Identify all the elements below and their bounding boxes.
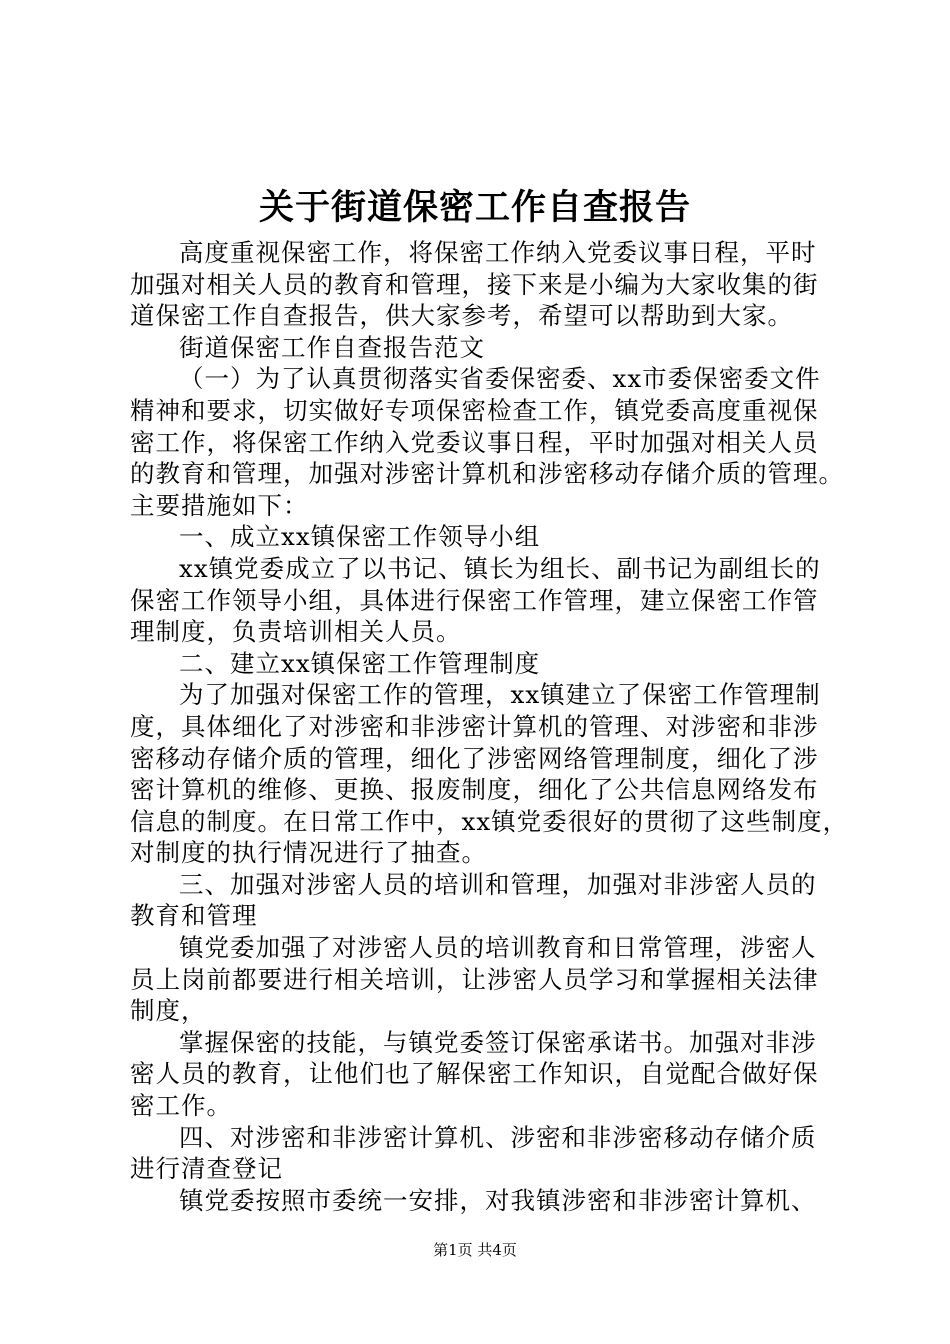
body-line: 密工作，将保密工作纳入党委议事日程，平时加强对相关人员 bbox=[130, 427, 819, 457]
body-line: 度，具体细化了对涉密和非涉密计算机的管理、对涉密和非涉 bbox=[130, 711, 819, 741]
body-line: 对制度的执行情况进行了抽查。 bbox=[130, 838, 487, 868]
body-line: 精神和要求，切实做好专项保密检查工作，镇党委高度重视保 bbox=[130, 395, 819, 425]
section-heading: 一、成立xx镇保密工作领导小组 bbox=[179, 522, 541, 552]
body-line: 密工作。 bbox=[130, 1091, 232, 1121]
body-line: 密计算机的维修、更换、报废制度，细化了公共信息网络发布 bbox=[130, 775, 819, 805]
document-title: 关于街道保密工作自查报告 bbox=[258, 187, 691, 228]
body-line: 员上岗前都要进行相关培训，让涉密人员学习和掌握相关法律 bbox=[130, 964, 819, 994]
body-line: 保密工作领导小组，具体进行保密工作管理，建立保密工作管 bbox=[130, 585, 819, 615]
body-line: 道保密工作自查报告，供大家参考，希望可以帮助到大家。 bbox=[130, 301, 793, 331]
body-line: 的教育和管理，加强对涉密计算机和涉密移动存储介质的管理。 bbox=[130, 459, 844, 489]
section-heading: 教育和管理 bbox=[130, 901, 258, 931]
body-line: xx镇党委成立了以书记、镇长为组长、副书记为副组长的 bbox=[179, 553, 821, 583]
body-line: 加强对相关人员的教育和管理，接下来是小编为大家收集的街 bbox=[130, 269, 819, 299]
body-line: （一）为了认真贯彻落实省委保密委、xx市委保密委文件 bbox=[179, 364, 821, 394]
section-heading: 三、加强对涉密人员的培训和管理，加强对非涉密人员的 bbox=[179, 869, 817, 899]
body-line: 镇党委加强了对涉密人员的培训教育和日常管理，涉密人 bbox=[179, 933, 817, 963]
body-line: 理制度，负责培训相关人员。 bbox=[130, 617, 462, 647]
body-line: 为了加强对保密工作的管理，xx镇建立了保密工作管理制 bbox=[179, 680, 821, 710]
body-line: 高度重视保密工作，将保密工作纳入党委议事日程，平时 bbox=[179, 238, 817, 267]
page-number-footer: 第1页 共4页 bbox=[433, 1241, 517, 1259]
section-heading: 街道保密工作自查报告范文 bbox=[179, 332, 485, 362]
body-line: 密移动存储介质的管理，细化了涉密网络管理制度，细化了涉 bbox=[130, 743, 819, 773]
body-line: 主要措施如下： bbox=[130, 490, 309, 520]
body-line: 信息的制度。在日常工作中，xx镇党委很好的贯彻了这些制度， bbox=[130, 806, 849, 836]
document-body bbox=[130, 237, 860, 1216]
section-heading: 二、建立xx镇保密工作管理制度 bbox=[179, 648, 541, 678]
body-line: 密人员的教育，让他们也了解保密工作知识，自觉配合做好保 bbox=[130, 1059, 819, 1089]
body-line: 掌握保密的技能，与镇党委签订保密承诺书。加强对非涉 bbox=[179, 1027, 817, 1057]
section-heading: 进行清查登记 bbox=[130, 1154, 283, 1184]
body-line: 镇党委按照市委统一安排，对我镇涉密和非涉密计算机、 bbox=[179, 1185, 817, 1215]
body-line: 制度， bbox=[130, 996, 207, 1026]
section-heading: 四、对涉密和非涉密计算机、涉密和非涉密移动存储介质 bbox=[179, 1122, 817, 1152]
